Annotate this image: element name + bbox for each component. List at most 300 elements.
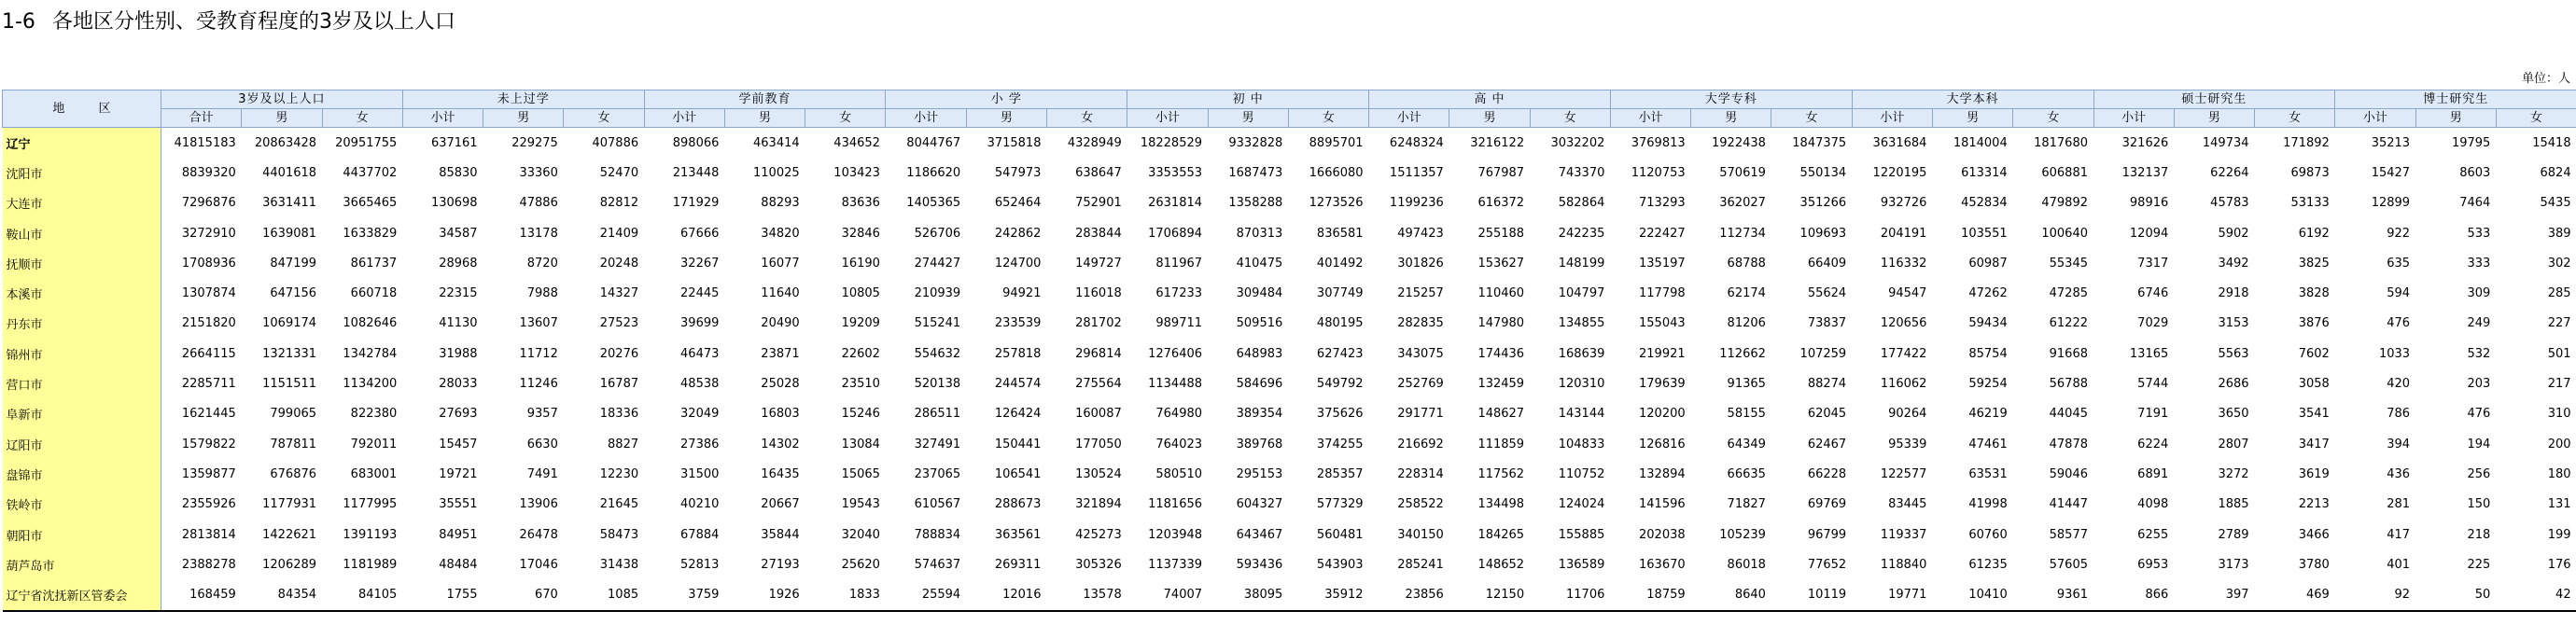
subheader-cell: 小计: [1127, 109, 1208, 128]
value-cell: 31988: [439, 346, 478, 361]
subheader-cell: 女: [1046, 109, 1127, 128]
value-cell: 66635: [1727, 466, 1766, 481]
subheader-cell: 女: [1530, 109, 1610, 128]
value-cell: 285357: [1316, 466, 1364, 481]
value-cell: 7491: [526, 466, 558, 481]
value-cell: 288673: [994, 497, 1042, 512]
subheader-cell: 女: [564, 109, 644, 128]
value-cell: 233539: [994, 316, 1042, 331]
subheader-cell: 男: [242, 109, 322, 128]
value-cell: 107259: [1799, 346, 1847, 361]
table-row: [3, 128, 2576, 159]
header-row-groups: [3, 90, 2576, 109]
value-cell: 130698: [430, 196, 478, 211]
value-cell: 643467: [1236, 527, 1283, 542]
value-cell: 582864: [1558, 196, 1605, 211]
value-cell: 256: [2467, 466, 2491, 481]
value-cell: 787811: [270, 437, 317, 451]
value-cell: 120310: [1558, 377, 1605, 392]
subheader-cell: 小计: [1610, 109, 1690, 128]
value-cell: 134855: [1558, 316, 1605, 331]
subheader-cell: 小计: [886, 109, 966, 128]
value-cell: 580510: [1155, 466, 1203, 481]
subheader-cell: 女: [2013, 109, 2093, 128]
region-header: 地 区: [3, 90, 161, 128]
value-cell: 47878: [2049, 437, 2088, 451]
value-cell: 606881: [2041, 165, 2088, 180]
value-cell: 1579822: [181, 437, 236, 451]
title-number: 1-6: [2, 10, 35, 34]
value-cell: 47461: [1968, 437, 2008, 451]
value-cell: 85754: [1968, 346, 2008, 361]
value-cell: 1708936: [181, 256, 236, 271]
value-cell: 351266: [1799, 196, 1847, 211]
value-cell: 1633829: [343, 226, 398, 241]
value-cell: 86018: [1727, 557, 1766, 572]
value-cell: 362027: [1719, 196, 1766, 211]
region-cell: 抚顺市: [3, 248, 161, 278]
value-cell: 6630: [526, 437, 558, 451]
value-cell: 110460: [1477, 286, 1525, 301]
value-cell: 363561: [994, 527, 1042, 542]
value-cell: 40210: [680, 497, 720, 512]
value-cell: 62264: [2210, 165, 2249, 180]
table-row: [3, 368, 2576, 398]
group-header: 小 学: [886, 90, 1127, 109]
value-cell: 258522: [1397, 497, 1444, 512]
value-cell: 46473: [680, 346, 720, 361]
subheader-cell: 小计: [2093, 109, 2174, 128]
value-cell: 16190: [841, 256, 880, 271]
value-cell: 64349: [1727, 437, 1766, 451]
value-cell: 148199: [1558, 256, 1605, 271]
value-cell: 476: [2387, 316, 2411, 331]
value-cell: 11712: [519, 346, 558, 361]
value-cell: 218: [2467, 527, 2491, 542]
value-cell: 6746: [2137, 286, 2169, 301]
value-cell: 100640: [2041, 226, 2088, 241]
table-row: [3, 248, 2576, 278]
value-cell: 67666: [680, 226, 720, 241]
region-cell: 沈阳市: [3, 158, 161, 188]
value-cell: 61235: [1968, 557, 2008, 572]
value-cell: 10410: [1932, 579, 2012, 610]
region-cell: 阜新市: [3, 399, 161, 429]
value-cell: 670: [483, 579, 564, 610]
value-cell: 1342784: [343, 346, 398, 361]
value-cell: 2918: [2218, 286, 2249, 301]
value-cell: 479892: [2041, 196, 2088, 211]
value-cell: 549792: [1316, 377, 1364, 392]
value-cell: 1922438: [1691, 128, 1771, 159]
value-cell: 1134488: [1148, 377, 1203, 392]
value-cell: 68788: [1727, 256, 1766, 271]
value-cell: 16077: [761, 256, 800, 271]
subheader-cell: 男: [1208, 109, 1288, 128]
value-cell: 126816: [1639, 437, 1686, 451]
value-cell: 69769: [1807, 497, 1847, 512]
table-row: [3, 520, 2576, 549]
value-cell: 12150: [1449, 579, 1530, 610]
value-cell: 617233: [1155, 286, 1203, 301]
value-cell: 132459: [1477, 377, 1525, 392]
value-cell: 117562: [1477, 466, 1525, 481]
value-cell: 3631411: [262, 196, 317, 211]
value-cell: 1755: [402, 579, 483, 610]
value-cell: 434652: [805, 128, 886, 159]
value-cell: 1082646: [343, 316, 398, 331]
value-cell: 3032202: [1530, 128, 1610, 159]
value-cell: 31438: [599, 557, 639, 572]
subheader-cell: 女: [2496, 109, 2576, 128]
value-cell: 786: [2387, 407, 2411, 422]
value-cell: 3541: [2298, 407, 2330, 422]
value-cell: 94547: [1888, 286, 1927, 301]
value-cell: 21645: [599, 497, 639, 512]
value-cell: 4437702: [343, 165, 398, 180]
group-header: 3岁及以上人口: [161, 90, 403, 109]
value-cell: 3769813: [1610, 128, 1690, 159]
value-cell: 41447: [2049, 497, 2088, 512]
value-cell: 204191: [1880, 226, 1927, 241]
value-cell: 3780: [2298, 557, 2330, 572]
value-cell: 480195: [1316, 316, 1364, 331]
value-cell: 3058: [2298, 377, 2330, 392]
value-cell: 627423: [1316, 346, 1364, 361]
subheader-cell: 小计: [1369, 109, 1449, 128]
value-cell: 560481: [1316, 527, 1364, 542]
value-cell: 62045: [1807, 407, 1847, 422]
value-cell: 1321331: [262, 346, 317, 361]
group-header: 高 中: [1369, 90, 1611, 109]
table-row: [3, 339, 2576, 368]
value-cell: 1405365: [906, 196, 961, 211]
subheader-cell: 小计: [402, 109, 483, 128]
value-cell: 285241: [1397, 557, 1444, 572]
region-cell: 大连市: [3, 188, 161, 218]
value-cell: 1181989: [343, 557, 398, 572]
value-cell: 822380: [350, 407, 398, 422]
value-cell: 752901: [1075, 196, 1122, 211]
value-cell: 6891: [2137, 466, 2169, 481]
value-cell: 255188: [1477, 226, 1525, 241]
value-cell: 8044767: [886, 128, 966, 159]
value-cell: 47886: [519, 196, 558, 211]
value-cell: 22602: [841, 346, 880, 361]
value-cell: 321894: [1075, 497, 1122, 512]
value-cell: 13084: [841, 437, 880, 451]
value-cell: 19721: [439, 466, 478, 481]
region-cell: 丹东市: [3, 309, 161, 339]
value-cell: 153627: [1477, 256, 1525, 271]
value-cell: 570619: [1719, 165, 1766, 180]
value-cell: 13607: [519, 316, 558, 331]
value-cell: 141596: [1639, 497, 1686, 512]
value-cell: 12899: [2371, 196, 2411, 211]
value-cell: 63531: [1968, 466, 2008, 481]
value-cell: 150441: [994, 437, 1042, 451]
value-cell: 200: [2547, 437, 2571, 451]
value-cell: 2151820: [181, 316, 236, 331]
value-cell: 62467: [1807, 437, 1847, 451]
value-cell: 635: [2387, 256, 2411, 271]
value-cell: 213448: [672, 165, 720, 180]
value-cell: 217: [2547, 377, 2571, 392]
value-cell: 547973: [994, 165, 1042, 180]
value-cell: 177050: [1075, 437, 1122, 451]
value-cell: 3353553: [1148, 165, 1203, 180]
value-cell: 550134: [1799, 165, 1847, 180]
value-cell: 469: [2255, 579, 2335, 610]
value-cell: 1120753: [1631, 165, 1686, 180]
value-cell: 85830: [439, 165, 478, 180]
value-cell: 327491: [914, 437, 961, 451]
value-cell: 23871: [761, 346, 800, 361]
value-cell: 898066: [644, 128, 724, 159]
value-cell: 176: [2547, 557, 2571, 572]
group-header: 硕士研究生: [2093, 90, 2335, 109]
value-cell: 3466: [2298, 527, 2330, 542]
value-cell: 1814004: [1932, 128, 2012, 159]
value-cell: 16787: [599, 377, 639, 392]
value-cell: 124024: [1558, 497, 1605, 512]
value-cell: 22445: [680, 286, 720, 301]
value-cell: 2355926: [181, 497, 236, 512]
value-cell: 22315: [439, 286, 478, 301]
value-cell: 3715818: [966, 128, 1046, 159]
value-cell: 713293: [1639, 196, 1686, 211]
value-cell: 3665465: [343, 196, 398, 211]
value-cell: 21409: [599, 226, 639, 241]
value-cell: 3153: [2218, 316, 2249, 331]
value-cell: 767987: [1477, 165, 1525, 180]
value-cell: 82812: [599, 196, 639, 211]
region-cell: 本溪市: [3, 278, 161, 308]
value-cell: 60987: [1968, 256, 2008, 271]
value-cell: 28033: [439, 377, 478, 392]
value-cell: 116332: [1880, 256, 1927, 271]
population-table: [2, 90, 2576, 612]
value-cell: 14302: [761, 437, 800, 451]
value-cell: 5435: [2540, 196, 2571, 211]
value-cell: 554632: [914, 346, 961, 361]
value-cell: 44045: [2049, 407, 2088, 422]
value-cell: 3650: [2218, 407, 2249, 422]
value-cell: 309: [2467, 286, 2491, 301]
value-cell: 8895701: [1288, 128, 1368, 159]
value-cell: 23510: [841, 377, 880, 392]
value-cell: 27523: [599, 316, 639, 331]
value-cell: 27193: [761, 557, 800, 572]
value-cell: 45783: [2210, 196, 2249, 211]
value-cell: 1422621: [262, 527, 317, 542]
table-body: [3, 128, 2576, 611]
value-cell: 32040: [841, 527, 880, 542]
value-cell: 81206: [1727, 316, 1766, 331]
value-cell: 58155: [1727, 407, 1766, 422]
value-cell: 8603: [2459, 165, 2491, 180]
value-cell: 15457: [439, 437, 478, 451]
value-cell: 132137: [2121, 165, 2169, 180]
value-cell: 811967: [1155, 256, 1203, 271]
value-cell: 91668: [2049, 346, 2088, 361]
value-cell: 41130: [439, 316, 478, 331]
value-cell: 84105: [322, 579, 402, 610]
subheader-cell: 女: [322, 109, 402, 128]
value-cell: 52813: [680, 557, 720, 572]
value-cell: 222427: [1639, 226, 1686, 241]
value-cell: 6248324: [1369, 128, 1449, 159]
value-cell: 27386: [680, 437, 720, 451]
value-cell: 286511: [914, 407, 961, 422]
value-cell: 19795: [2415, 128, 2496, 159]
value-cell: 66228: [1807, 466, 1847, 481]
value-cell: 109693: [1799, 226, 1847, 241]
value-cell: 2686: [2218, 377, 2249, 392]
value-cell: 1203948: [1148, 527, 1203, 542]
value-cell: 13165: [2129, 346, 2169, 361]
value-cell: 3272910: [181, 226, 236, 241]
value-cell: 74007: [1127, 579, 1208, 610]
value-cell: 1926: [724, 579, 805, 610]
value-cell: 48538: [680, 377, 720, 392]
group-header: 未上过学: [402, 90, 644, 109]
value-cell: 1358288: [1228, 196, 1283, 211]
subheader-cell: 男: [1691, 109, 1771, 128]
value-cell: 2813814: [181, 527, 236, 542]
value-cell: 3825: [2298, 256, 2330, 271]
subheader-cell: 合计: [161, 109, 242, 128]
value-cell: 281702: [1075, 316, 1122, 331]
value-cell: 12016: [966, 579, 1046, 610]
value-cell: 19209: [841, 316, 880, 331]
value-cell: 2664115: [181, 346, 236, 361]
value-cell: 291771: [1397, 407, 1444, 422]
value-cell: 922: [2387, 226, 2411, 241]
value-cell: 310: [2547, 407, 2571, 422]
value-cell: 389354: [1236, 407, 1283, 422]
value-cell: 389: [2547, 226, 2571, 241]
value-cell: 130524: [1075, 466, 1122, 481]
value-cell: 282835: [1397, 316, 1444, 331]
group-header: 博士研究生: [2335, 90, 2576, 109]
subheader-cell: 男: [1449, 109, 1530, 128]
value-cell: 58473: [599, 527, 639, 542]
value-cell: 88293: [761, 196, 800, 211]
value-cell: 10805: [841, 286, 880, 301]
value-cell: 637161: [402, 128, 483, 159]
value-cell: 15065: [841, 466, 880, 481]
region-cell: 铁岭市: [3, 490, 161, 520]
subheader-cell: 女: [805, 109, 886, 128]
value-cell: 1085: [564, 579, 644, 610]
region-cell: 葫芦岛市: [3, 549, 161, 579]
value-cell: 6224: [2137, 437, 2169, 451]
value-cell: 792011: [350, 437, 398, 451]
value-cell: 6192: [2298, 226, 2330, 241]
value-cell: 257818: [994, 346, 1042, 361]
value-cell: 12094: [2129, 226, 2169, 241]
value-cell: 177422: [1880, 346, 1927, 361]
value-cell: 1621445: [181, 407, 236, 422]
table-row: [3, 188, 2576, 218]
value-cell: 301826: [1397, 256, 1444, 271]
value-cell: 12230: [599, 466, 639, 481]
region-cell: 朝阳市: [3, 520, 161, 549]
value-cell: 23856: [1369, 579, 1449, 610]
value-cell: 105239: [1719, 527, 1766, 542]
region-cell: 锦州市: [3, 339, 161, 368]
value-cell: 41815183: [161, 128, 242, 159]
value-cell: 307749: [1316, 286, 1364, 301]
value-cell: 295153: [1236, 466, 1283, 481]
value-cell: 532: [2467, 346, 2491, 361]
value-cell: 119337: [1880, 527, 1927, 542]
subheader-cell: 男: [966, 109, 1046, 128]
value-cell: 436: [2387, 466, 2411, 481]
value-cell: 7988: [526, 286, 558, 301]
value-cell: 73837: [1807, 316, 1847, 331]
value-cell: 1847375: [1771, 128, 1852, 159]
value-cell: 11246: [519, 377, 558, 392]
value-cell: 59434: [1968, 316, 2008, 331]
value-cell: 533: [2467, 226, 2491, 241]
value-cell: 1706894: [1148, 226, 1203, 241]
value-cell: 112734: [1719, 226, 1766, 241]
value-cell: 1069174: [262, 316, 317, 331]
value-cell: 83445: [1888, 497, 1927, 512]
table-row: [3, 490, 2576, 520]
value-cell: 55345: [2049, 256, 2088, 271]
value-cell: 281: [2387, 497, 2411, 512]
value-cell: 13178: [519, 226, 558, 241]
value-cell: 2631814: [1148, 196, 1203, 211]
region-cell: 辽宁省沈抚新区管委会: [3, 579, 161, 610]
value-cell: 1186620: [906, 165, 961, 180]
value-cell: 8720: [526, 256, 558, 271]
value-cell: 616372: [1477, 196, 1525, 211]
value-cell: 56788: [2049, 377, 2088, 392]
value-cell: 34587: [439, 226, 478, 241]
value-cell: 10119: [1771, 579, 1852, 610]
value-cell: 18228529: [1127, 128, 1208, 159]
value-cell: 397: [2174, 579, 2254, 610]
value-cell: 584696: [1236, 377, 1283, 392]
subheader-cell: 小计: [644, 109, 724, 128]
value-cell: 847199: [270, 256, 317, 271]
value-cell: 1151511: [262, 377, 317, 392]
value-cell: 1276406: [1148, 346, 1203, 361]
value-cell: 131: [2547, 497, 2571, 512]
value-cell: 1199236: [1389, 196, 1444, 211]
value-cell: 676876: [270, 466, 317, 481]
value-cell: 227: [2547, 316, 2571, 331]
value-cell: 20276: [599, 346, 639, 361]
value-cell: 116062: [1880, 377, 1927, 392]
table-row: [3, 429, 2576, 459]
value-cell: 6824: [2540, 165, 2571, 180]
value-cell: 3828: [2298, 286, 2330, 301]
subheader-cell: 男: [483, 109, 564, 128]
value-cell: 302: [2547, 256, 2571, 271]
value-cell: 1206289: [262, 557, 317, 572]
value-cell: 275564: [1075, 377, 1122, 392]
value-cell: 1833: [805, 579, 886, 610]
value-cell: 7296876: [181, 196, 236, 211]
value-cell: 410475: [1236, 256, 1283, 271]
value-cell: 88274: [1807, 377, 1847, 392]
value-cell: 216692: [1397, 437, 1444, 451]
